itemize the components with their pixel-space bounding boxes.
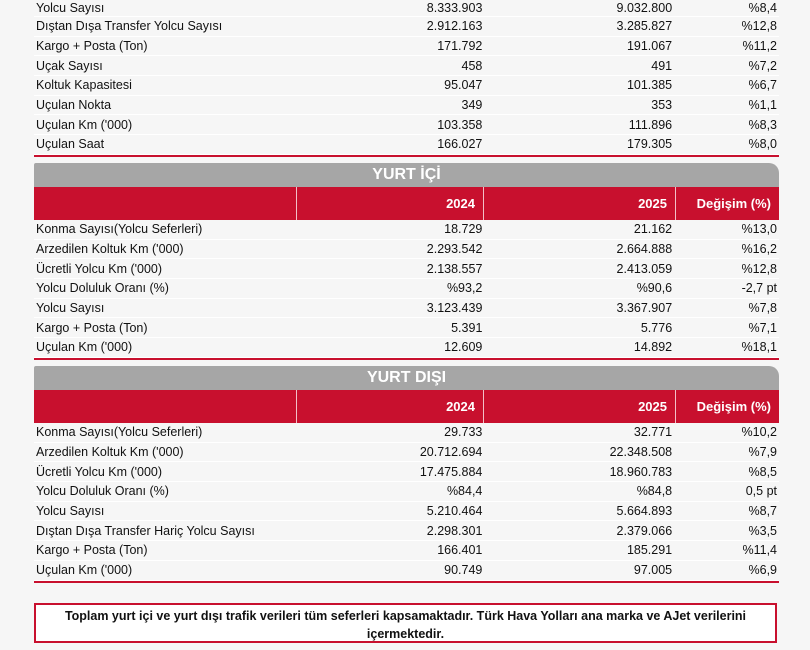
table-row — [34, 338, 779, 358]
value-2024: 18.729 — [444, 222, 483, 237]
row-label: Yolcu Doluluk Oranı (%) — [36, 281, 169, 296]
value-2024: 103.358 — [437, 117, 483, 132]
change-value: %6,7 — [748, 78, 777, 93]
value-2024: 2.138.557 — [426, 261, 483, 276]
footnote-box: Toplam yurt içi ve yurt dışı trafik verileri tüm seferleri kapsamaktadır. Türk Hava Yolları ana marka ve AJet verilerini içermektedir. — [34, 603, 777, 643]
value-2024: 3.123.439 — [426, 301, 483, 316]
value-2024: 12.609 — [444, 340, 483, 355]
change-value: %7,9 — [748, 445, 777, 460]
row-label: Koltuk Kapasitesi — [36, 78, 132, 93]
table-row — [34, 115, 779, 135]
table-row — [34, 318, 779, 338]
row-label: Konma Sayısı(Yolcu Seferleri) — [36, 425, 203, 440]
change-value: %8,5 — [748, 464, 777, 479]
total-traffic-table — [34, 0, 779, 157]
international-table — [34, 423, 779, 583]
value-2025: %84,8 — [636, 484, 673, 499]
row-label: Konma Sayısı(Yolcu Seferleri) — [36, 222, 203, 237]
value-2025: 2.664.888 — [616, 242, 673, 257]
row-label: Dıştan Dışa Transfer Yolcu Sayısı — [36, 19, 223, 34]
table-row — [34, 502, 779, 522]
value-2025: 491 — [651, 58, 673, 73]
value-2025: 2.379.066 — [616, 523, 673, 538]
row-label: Uçulan Km ('000) — [36, 340, 133, 355]
value-2025: 14.892 — [633, 340, 673, 355]
change-value: %16,2 — [741, 242, 777, 257]
table-row — [34, 76, 779, 96]
table-row — [34, 259, 779, 279]
header-year-2024: 2024 — [297, 390, 484, 423]
change-value: %13,0 — [741, 222, 777, 237]
table-bottom-rule — [34, 581, 779, 583]
change-value: %8,4 — [748, 1, 777, 15]
value-2025: 353 — [651, 98, 673, 113]
table-row — [34, 56, 779, 76]
value-2024: 166.027 — [437, 137, 483, 152]
table-row — [34, 423, 779, 443]
change-value: %12,8 — [741, 19, 777, 34]
row-label: Yolcu Sayısı — [36, 504, 105, 519]
change-value: %1,1 — [748, 98, 777, 113]
table-row — [34, 561, 779, 581]
change-value: %18,1 — [741, 340, 777, 355]
row-label: Arzedilen Koltuk Km ('000) — [36, 445, 184, 460]
row-label: Kargo + Posta (Ton) — [36, 39, 148, 54]
table-row — [34, 443, 779, 463]
value-2024: 5.210.464 — [426, 504, 483, 519]
change-value: 0,5 pt — [745, 484, 777, 499]
change-value: %7,1 — [748, 320, 777, 335]
table-row — [34, 96, 779, 116]
international-section-title: YURT DIŞI — [34, 366, 779, 390]
row-label: Uçak Sayısı — [36, 58, 103, 73]
value-2025: 22.348.508 — [609, 445, 673, 460]
value-2024: 2.293.542 — [426, 242, 483, 257]
value-2025: 21.162 — [633, 222, 673, 237]
domestic-section-title: YURT İÇİ — [34, 163, 779, 187]
value-2025: %90,6 — [636, 281, 673, 296]
header-label-cell — [34, 187, 297, 220]
value-2025: 101.385 — [626, 78, 673, 93]
change-value: %8,7 — [748, 504, 777, 519]
value-2025: 9.032.800 — [616, 1, 673, 15]
value-2024: 90.749 — [444, 563, 483, 578]
change-value: %11,4 — [742, 543, 777, 558]
value-2024: 5.391 — [451, 320, 483, 335]
table-row — [34, 17, 779, 37]
table-row — [34, 541, 779, 561]
table-row — [34, 37, 779, 57]
domestic-header-row — [34, 187, 779, 220]
value-2024: %93,2 — [446, 281, 483, 296]
domestic-table — [34, 220, 779, 360]
table-row — [34, 220, 779, 240]
value-2025: 5.664.893 — [616, 504, 673, 519]
value-2025: 5.776 — [640, 320, 673, 335]
value-2025: 191.067 — [626, 39, 673, 54]
table-row — [34, 482, 779, 502]
row-label: Yolcu Sayısı — [36, 1, 105, 15]
header-year-2024: 2024 — [297, 187, 484, 220]
value-2025: 3.367.907 — [616, 301, 673, 316]
header-change: Değişim (%) — [696, 399, 771, 414]
table-row — [34, 240, 779, 260]
value-2024: 166.401 — [437, 543, 483, 558]
table-bottom-rule — [34, 155, 779, 157]
header-label-cell — [34, 390, 297, 423]
value-2024: 2.298.301 — [426, 523, 483, 538]
value-2025: 2.413.059 — [616, 261, 673, 276]
row-label: Uçulan Km ('000) — [36, 563, 133, 578]
value-2025: 97.005 — [633, 563, 673, 578]
change-value: %8,3 — [748, 117, 777, 132]
change-value: -2,7 pt — [741, 281, 777, 296]
change-value: %10,2 — [741, 425, 777, 440]
value-2024: 29.733 — [444, 425, 483, 440]
value-2025: 185.291 — [626, 543, 673, 558]
change-value: %12,8 — [741, 261, 777, 276]
row-label: Uçulan Km ('000) — [36, 117, 133, 132]
row-label: Dıştan Dışa Transfer Hariç Yolcu Sayısı — [36, 523, 255, 538]
row-label: Yolcu Sayısı — [36, 301, 105, 316]
row-label: Ücretli Yolcu Km ('000) — [36, 464, 163, 479]
value-2024: 20.712.694 — [419, 445, 483, 460]
value-2025: 32.771 — [633, 425, 673, 440]
header-change: Değişim (%) — [696, 196, 771, 211]
row-label: Uçulan Saat — [36, 137, 105, 152]
change-value: %7,2 — [748, 58, 777, 73]
header-year-2025: 2025 — [484, 187, 676, 220]
value-2024: 171.792 — [437, 39, 483, 54]
row-label: Ücretli Yolcu Km ('000) — [36, 261, 163, 276]
table-row — [34, 462, 779, 482]
table-row — [34, 135, 779, 155]
table-row — [34, 299, 779, 319]
value-2025: 179.305 — [626, 137, 673, 152]
table-row — [34, 0, 779, 17]
change-value: %6,9 — [748, 563, 777, 578]
header-year-2025: 2025 — [484, 390, 676, 423]
table-bottom-rule — [34, 358, 779, 360]
value-2024: 349 — [461, 98, 483, 113]
value-2025: 3.285.827 — [616, 19, 673, 34]
row-label: Arzedilen Koltuk Km ('000) — [36, 242, 184, 257]
row-label: Kargo + Posta (Ton) — [36, 543, 148, 558]
change-value: %3,5 — [748, 523, 777, 538]
value-2025: 18.960.783 — [609, 464, 673, 479]
table-row — [34, 521, 779, 541]
value-2024: 95.047 — [444, 78, 483, 93]
change-value: %8,0 — [748, 137, 777, 152]
value-2024: 2.912.163 — [426, 19, 483, 34]
value-2024: 458 — [461, 58, 483, 73]
row-label: Kargo + Posta (Ton) — [36, 320, 148, 335]
international-header-row — [34, 390, 779, 423]
value-2024: 17.475.884 — [419, 464, 483, 479]
change-value: %11,2 — [742, 39, 777, 54]
table-row — [34, 279, 779, 299]
row-label: Yolcu Doluluk Oranı (%) — [36, 484, 169, 499]
change-value: %7,8 — [748, 301, 777, 316]
value-2025: 111.896 — [628, 117, 673, 132]
row-label: Uçulan Nokta — [36, 98, 112, 113]
value-2024: %84,4 — [446, 484, 483, 499]
value-2024: 8.333.903 — [426, 1, 483, 15]
